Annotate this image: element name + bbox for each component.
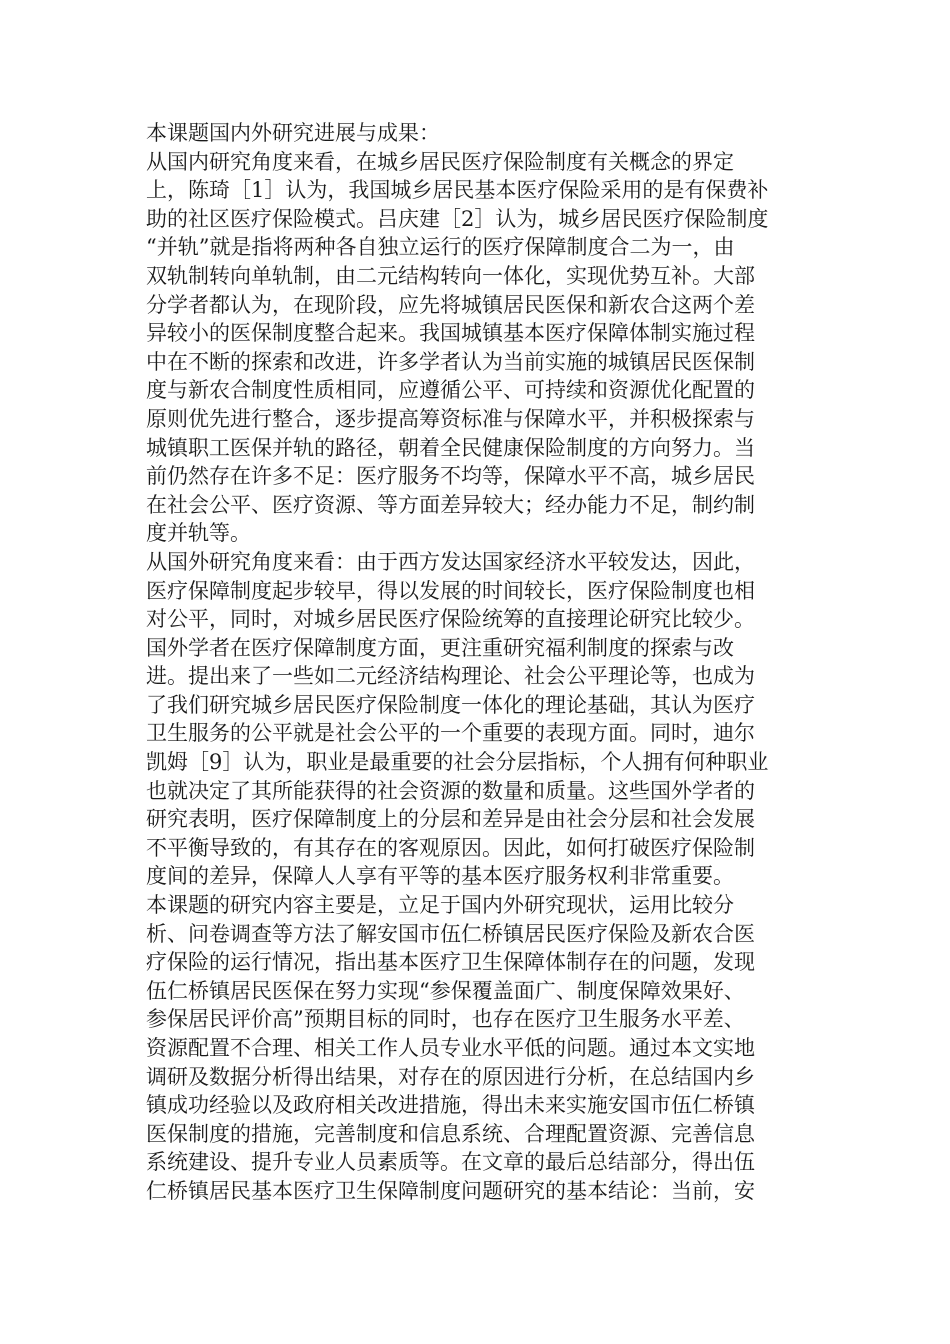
text-line: 进。提出来了一些如二元经济结构理论、社会公平理论等，也成为: [146, 664, 755, 689]
text-line: 城镇职工医保并轨的路径，朝着全民健康保险制度的方向努力。当: [146, 435, 755, 460]
document-body: [146, 119, 806, 1206]
text-line: 在社会公平、医疗资源、等方面差异较大；经办能力不足，制约制: [146, 492, 755, 517]
text-line: 系统建设、提升专业人员素质等。在文章的最后总结部分，得出伍: [146, 1150, 755, 1175]
text-line: 了我们研究城乡居民医疗保险制度一体化的理论基础，其认为医疗: [146, 692, 755, 717]
text-line: 度间的差异，保障人人享有平等的基本医疗服务权利非常重要。: [146, 864, 734, 889]
text-line: 国外学者在医疗保障制度方面，更注重研究福利制度的探索与改: [146, 635, 734, 660]
text-line: 前仍然存在许多不足：医疗服务不均等，保障水平不高，城乡居民: [146, 464, 755, 489]
text-line: 疗保险的运行情况，指出基本医疗卫生保障体制存在的问题，发现: [146, 950, 755, 975]
text-line: 参保居民评价高”预期目标的同时，也存在医疗卫生服务水平差、: [146, 1007, 745, 1032]
text-line: 医保制度的措施，完善制度和信息系统、合理配置资源、完善信息: [146, 1121, 755, 1146]
text-line: 本课题的研究内容主要是，立足于国内外研究现状，运用比较分: [146, 893, 734, 918]
text-line: 析、问卷调查等方法了解安国市伍仁桥镇居民医疗保险及新农合医: [146, 921, 755, 946]
text-line: 镇成功经验以及政府相关改进措施，得出未来实施安国市伍仁桥镇: [146, 1093, 755, 1118]
text-line: “并轨”就是指将两种各自独立运行的医疗保障制度合二为一，由: [146, 235, 735, 260]
text-line: 研究表明，医疗保障制度上的分层和差异是由社会分层和社会发展: [146, 807, 755, 832]
text-line: 分学者都认为，在现阶段，应先将城镇居民医保和新农合这两个差: [146, 292, 755, 317]
text-line: 度与新农合制度性质相同，应遵循公平、可持续和资源优化配置的: [146, 378, 755, 403]
text-line: 双轨制转向单轨制，由二元结构转向一体化，实现优势互补。大部: [146, 263, 755, 288]
text-line: 也就决定了其所能获得的社会资源的数量和质量。这些国外学者的: [146, 778, 755, 803]
text-line: 调研及数据分析得出结果，对存在的原因进行分析，在总结国内乡: [146, 1064, 755, 1089]
text-line: 不平衡导致的，有其存在的客观原因。因此，如何打破医疗保险制: [146, 835, 755, 860]
text-line: 伍仁桥镇居民医保在努力实现“参保覆盖面广、制度保障效果好、: [146, 978, 745, 1003]
text-line: 从国内研究角度来看，在城乡居民医疗保险制度有关概念的界定: [146, 149, 734, 174]
text-line: 中在不断的探索和改进，许多学者认为当前实施的城镇居民医保制: [146, 349, 755, 374]
text-line: 医疗保障制度起步较早，得以发展的时间较长，医疗保险制度也相: [146, 578, 755, 603]
text-line: 异较小的医保制度整合起来。我国城镇基本医疗保障体制实施过程: [146, 321, 755, 346]
text-line: 仁桥镇居民基本医疗卫生保障制度问题研究的基本结论：当前，安: [146, 1178, 755, 1203]
text-line: 卫生服务的公平就是社会公平的一个重要的表现方面。同时，迪尔: [146, 721, 755, 746]
text-line: 凯姆［9］认为，职业是最重要的社会分层指标，个人拥有何种职业: [146, 750, 769, 775]
text-line: 度并轨等。: [146, 521, 251, 546]
text-line: 对公平，同时，对城乡居民医疗保险统筹的直接理论研究比较少。: [146, 607, 755, 632]
text-line: 原则优先进行整合，逐步提高筹资标准与保障水平，并积极探索与: [146, 406, 755, 431]
text-line: 上，陈琦［1］认为，我国城乡居民基本医疗保险采用的是有保费补: [146, 178, 769, 203]
text-line: 本课题国内外研究进展与成果：: [146, 121, 440, 145]
text-line: 资源配置不合理、相关工作人员专业水平低的问题。通过本文实地: [146, 1036, 755, 1060]
text-line: 从国外研究角度来看：由于西方发达国家经济水平较发达，因此，: [146, 549, 755, 574]
text-line: 助的社区医疗保险模式。吕庆建［2］认为，城乡居民医疗保险制度: [146, 206, 769, 231]
